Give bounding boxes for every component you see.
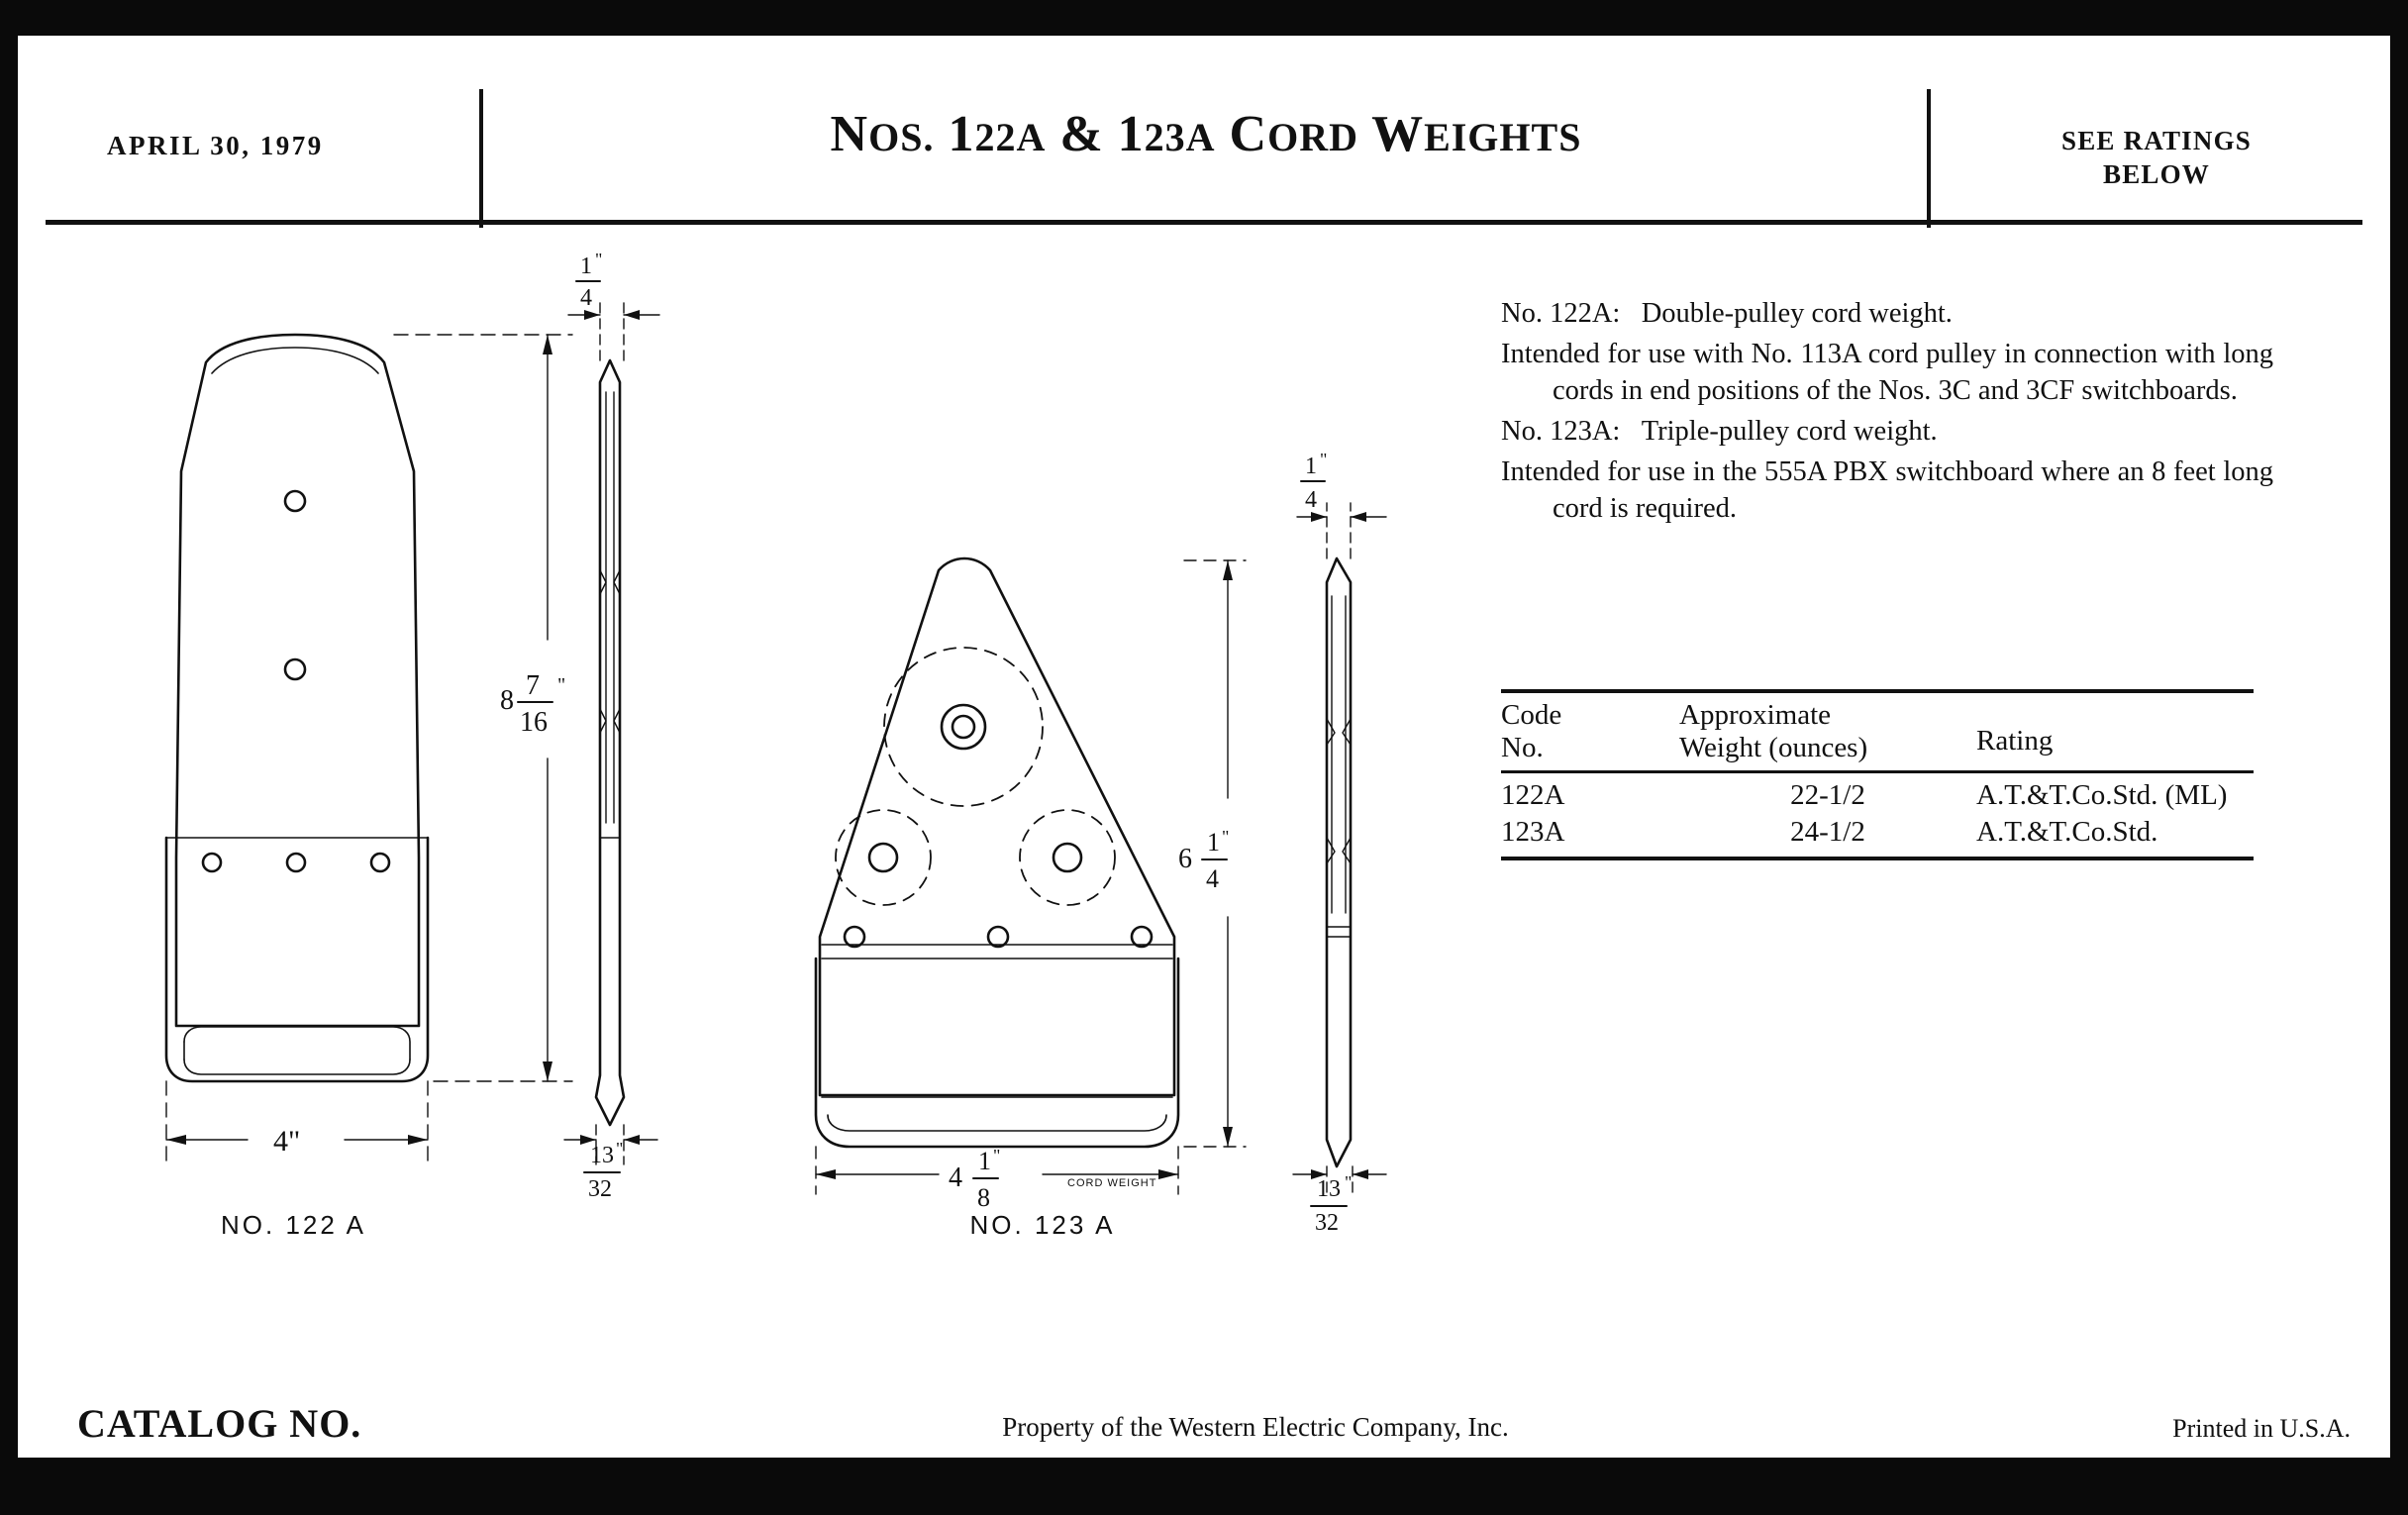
dim-123-h-num: 1: [1207, 828, 1220, 857]
svg-text:": ": [557, 674, 566, 696]
column-header-rating-label: Rating: [1976, 725, 2054, 757]
dimension-122a-thickness-bottom: [564, 1125, 657, 1202]
cell-weight: 22-1/2: [1790, 779, 1865, 811]
header-rule: [46, 220, 2362, 225]
description-122a-label: No. 122A:: [1501, 298, 1621, 329]
dimension-122a-width: [166, 1081, 428, 1164]
drawing-svg: [18, 244, 1463, 1333]
column-header-weight-line1: Approximate: [1679, 699, 1832, 731]
technical-drawings: [18, 244, 1463, 1333]
dimension-122a-thickness-top: [568, 250, 659, 360]
footer-printed-in: Printed in U.S.A.: [2172, 1414, 2351, 1443]
svg-text:": ": [595, 250, 603, 269]
dim-123-side-bot-den: 32: [1315, 1210, 1339, 1236]
header-divider-left: [479, 89, 483, 228]
svg-text:": ": [1345, 1172, 1353, 1192]
drawing-122a-front: [166, 335, 428, 1081]
header-ratings-line1: SEE RATINGS: [2060, 126, 2252, 155]
dim-122-side-bot-num: 13: [590, 1143, 614, 1168]
ratings-table: [1501, 689, 2254, 860]
dim-122-h-den: 16: [520, 707, 548, 738]
header-ratings-note: [1939, 125, 2374, 192]
column-header-code-line1: Code: [1501, 699, 1562, 731]
dim-122-width: 4": [273, 1125, 301, 1158]
header-divider-right: [1927, 89, 1931, 228]
dimension-123a-thickness-top: [1297, 450, 1386, 558]
note-cord-weight: CORD WEIGHT: [1067, 1177, 1157, 1189]
dimension-122a-height-label: [500, 670, 565, 738]
dim-123-side-bot-num: 13: [1317, 1176, 1341, 1202]
header-date: APRIL 30, 1979: [107, 131, 324, 160]
drawing-123a-side: [1327, 558, 1351, 1166]
dimension-123a-height: [1178, 560, 1246, 1147]
dim-123-h-whole: 6: [1178, 844, 1192, 874]
svg-text:": ": [616, 1139, 624, 1159]
column-header-weight-line2: Weight (ounces): [1679, 732, 1868, 763]
dim-123-side-top-num: 1: [1305, 454, 1317, 479]
table-row: [1501, 814, 2254, 851]
table-rule-bottom: [1501, 857, 2254, 860]
cell-code: 122A: [1501, 779, 1565, 811]
dim-122-h-whole: 8: [500, 685, 514, 716]
column-header-weight: [1679, 693, 1976, 766]
dim-123-w-den: 8: [977, 1183, 990, 1212]
caption-122a: NO. 122 A: [221, 1210, 366, 1240]
table-rule-mid: [1501, 770, 2254, 773]
footer-property-note: Property of the Western Electric Company, Inc.: [1002, 1412, 1509, 1442]
dim-123-w-num: 1: [978, 1147, 991, 1175]
dim-123-w-whole: 4: [949, 1162, 962, 1193]
table-header-row: [1501, 693, 2254, 766]
svg-text:": ": [1222, 827, 1230, 847]
cell-code: 123A: [1501, 816, 1565, 848]
footer-catalog-no: CATALOG NO.: [77, 1401, 362, 1446]
column-header-code-line2: No.: [1501, 732, 1544, 763]
column-header-rating: [1976, 693, 2254, 766]
svg-text:": ": [1320, 450, 1328, 469]
column-header-code: [1501, 693, 1679, 766]
drawing-123a-front: [816, 558, 1178, 1147]
svg-text:": ": [993, 1146, 1001, 1165]
cell-rating: A.T.&T.Co.Std.: [1976, 816, 2158, 848]
page-title: NOS. 122A & 123A CORD WEIGHTS: [830, 106, 1582, 162]
dim-122-h-num: 7: [526, 670, 540, 701]
dim-123-side-top-den: 4: [1305, 487, 1317, 513]
description-122a-text: Double-pulley cord weight.: [1641, 298, 1953, 329]
dimension-123a-thickness-bottom: [1293, 1166, 1386, 1236]
drawing-122a-side: [596, 360, 624, 1125]
header-ratings-line2: BELOW: [2102, 158, 2211, 189]
table-row: [1501, 777, 2254, 814]
description-123a-text: Triple-pulley cord weight.: [1641, 416, 1938, 448]
description-item-123a: [1501, 413, 2273, 450]
catalog-page: [18, 36, 2390, 1458]
ratings-table-body: [1501, 777, 2254, 851]
page-header: [18, 36, 2390, 194]
ratings-table-grid: [1501, 693, 2254, 766]
dim-122-side-top-den: 4: [580, 285, 592, 311]
dim-122-side-top-num: 1: [580, 253, 592, 279]
description-123a-label: No. 123A:: [1501, 416, 1621, 448]
description-122a-detail: Intended for use with No. 113A cord pulley in connection with long cords in end positions of the Nos. 3C and 3CF switchboards.: [1501, 339, 2273, 407]
cell-rating: A.T.&T.Co.Std. (ML): [1976, 779, 2228, 811]
description-item-122a: [1501, 295, 2273, 332]
cell-weight: 24-1/2: [1790, 816, 1865, 848]
description-block: [1501, 295, 2273, 531]
dim-122-side-bot-den: 32: [588, 1176, 612, 1202]
description-123a-detail: Intended for use in the 555A PBX switchboard where an 8 feet long cord is required.: [1501, 456, 2273, 525]
caption-123a: NO. 123 A: [969, 1210, 1116, 1240]
dim-123-h-den: 4: [1206, 864, 1219, 893]
dimension-123a-width: [816, 1146, 1178, 1212]
